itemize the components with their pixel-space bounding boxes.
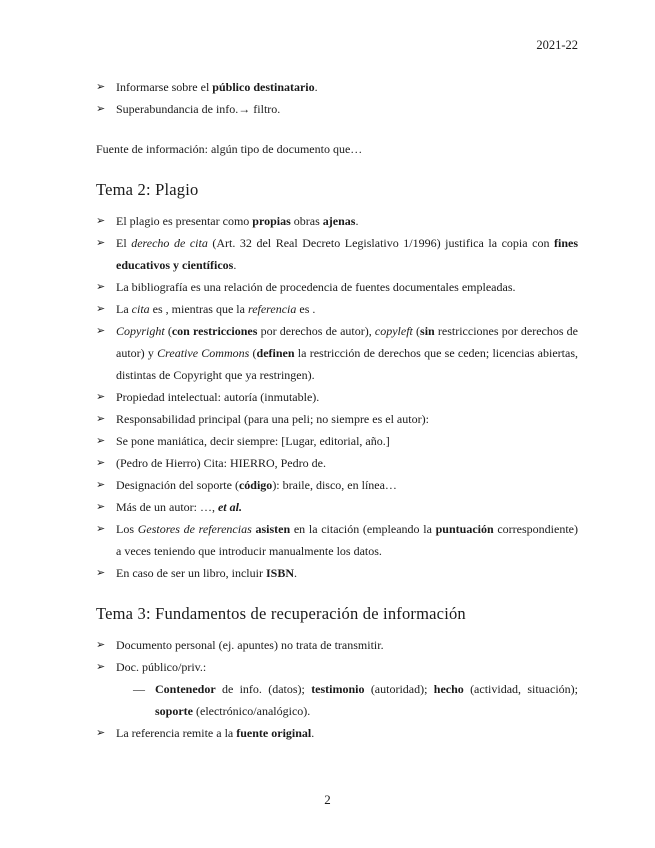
page-number: 2 — [324, 792, 331, 807]
list-item: ➢ Copyright (con restricciones por derechos de autor), copyleft (sin restricciones por derechos de autor) y Creative Commons (definen la restricción de derechos que se ceden; licencias abiertas, distintas de Copyright que ya restringen). — [96, 320, 578, 386]
intro-list — [96, 76, 578, 120]
tema2-list — [96, 210, 578, 584]
list-item: ➢ Se pone maniática, decir siempre: [Lugar, editorial, año.] — [96, 430, 578, 452]
list-item: ➢ Propiedad intelectual: autoría (inmutable). — [96, 386, 578, 408]
list-item: ➢ Informarse sobre el público destinatario. — [96, 76, 578, 98]
section-title-tema2: Tema 2: Plagio — [96, 180, 199, 199]
list-item: ➢ (Pedro de Hierro) Cita: HIERRO, Pedro de. — [96, 452, 578, 474]
header-year: 2021-22 — [536, 38, 578, 52]
sub-list — [116, 678, 578, 722]
list-item: ➢ La cita es , mientras que la referencia es . — [96, 298, 578, 320]
list-item: ➢ Superabundancia de info.→ filtro. — [96, 98, 578, 120]
list-item: ➢ Doc. público/priv.: — Contenedor de info. (datos); testimonio (autoridad); hecho (actividad, situación); soporte (electrónico/analógico). — [96, 656, 578, 722]
list-item: ➢ La bibliografía es una relación de procedencia de fuentes documentales empleadas. — [96, 276, 578, 298]
list-item: ➢ Más de un autor: …, et al. — [96, 496, 578, 518]
list-item: ➢ En caso de ser un libro, incluir ISBN. — [96, 562, 578, 584]
list-item: ➢ Documento personal (ej. apuntes) no trata de transmitir. — [96, 634, 578, 656]
list-item: ➢ El plagio es presentar como propias obras ajenas. — [96, 210, 578, 232]
list-item: ➢ Designación del soporte (código): braile, disco, en línea… — [96, 474, 578, 496]
tema3-list — [96, 634, 578, 744]
list-item: ➢ Los Gestores de referencias asisten en la citación (empleando la puntuación correspondiente) a veces teniendo que introducir manualmente los datos. — [96, 518, 578, 562]
section-title-tema3: Tema 3: Fundamentos de recuperación de información — [96, 604, 466, 623]
page-content — [96, 76, 578, 744]
list-item: ➢ Responsabilidad principal (para una peli; no siempre es el autor): — [96, 408, 578, 430]
fuente-paragraph: Fuente de información: algún tipo de documento que… — [96, 142, 363, 156]
sub-list-item: — Contenedor de info. (datos); testimonio (autoridad); hecho (actividad, situación); soporte (electrónico/analógico). — [116, 678, 578, 722]
list-item: ➢ La referencia remite a la fuente original. — [96, 722, 578, 744]
list-item: ➢ El derecho de cita (Art. 32 del Real Decreto Legislativo 1/1996) justifica la copia con fines educativos y científicos. — [96, 232, 578, 276]
